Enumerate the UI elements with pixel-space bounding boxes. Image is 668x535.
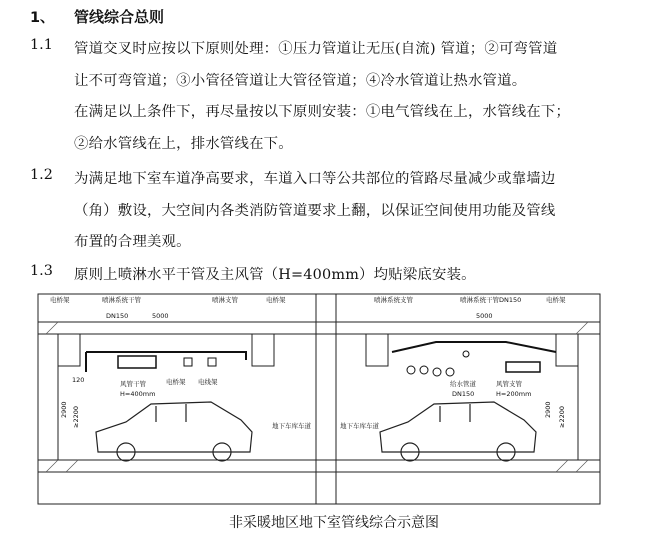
section-number: 1、 (30, 10, 55, 26)
pipeline-diagram (36, 292, 602, 506)
label: 地下车库车道 (272, 422, 311, 430)
item-line: 管道交叉时应按以下原则处理：①压力管道让无压(自流) 管道；②可弯管道 (74, 41, 558, 57)
label: 电桥架 (266, 296, 286, 304)
item-line: 让不可弯管道；③小管径管道让大管径管道；④冷水管道让热水管道。 (74, 73, 527, 89)
section-title: 管线综合总则 (74, 8, 165, 26)
duct-right (506, 362, 540, 372)
label: 2900 (60, 401, 68, 418)
duct-left (118, 356, 156, 368)
label: DN150 (106, 312, 129, 320)
label: 喷淋系统干管DN150 (460, 296, 522, 304)
item-line: 布置的合理美观。 (74, 234, 191, 250)
label: 5000 (476, 312, 493, 320)
label: H=200mm (496, 390, 532, 398)
car-left-icon (96, 402, 252, 461)
label: 地下车库车道 (340, 422, 379, 430)
car-right-icon (380, 402, 536, 461)
figure-caption: 非采暖地区地下室管线综合示意图 (229, 515, 439, 531)
label: 风管支管 (496, 380, 522, 388)
item-line: ②给水管线在上，排水管线在下。 (74, 136, 293, 152)
label: 电桥架 (546, 296, 566, 304)
label: 2900 (544, 401, 552, 418)
label: ≥2200 (558, 406, 566, 428)
label: H=400mm (120, 390, 156, 398)
section-heading (30, 6, 164, 27)
item-line: 在满足以上条件下，再尽量按以下原则安装：①电气管线在上，水管线在下； (74, 104, 571, 120)
label: 风管干管 (120, 380, 146, 388)
label: 电桥架 (166, 378, 186, 386)
item-number: 1.1 (30, 37, 53, 53)
item-line: 为满足地下室车道净高要求，车道入口等公共部位的管路尽量减少或靠墙边 (74, 171, 556, 187)
item-number: 1.3 (30, 263, 53, 279)
label: 电线架 (198, 378, 218, 386)
label: DN150 (452, 390, 475, 398)
label: 喷淋系统干管 (102, 296, 141, 304)
item-number: 1.2 (30, 167, 53, 183)
item-line: （角）敷设，大空间内各类消防管道要求上翻，以保证空间使用功能及管线 (74, 203, 556, 219)
label: ≥2200 (72, 406, 80, 428)
label: 5000 (152, 312, 169, 320)
label: 电桥架 (50, 296, 70, 304)
label: 给水管道 (450, 380, 476, 388)
label: 喷淋系统支管 (374, 296, 413, 304)
label: 120 (72, 376, 85, 384)
label: 喷淋支管 (212, 296, 238, 304)
item-line: 原则上喷淋水平干管及主风管（H=400mm）均贴梁底安装。 (74, 267, 476, 283)
